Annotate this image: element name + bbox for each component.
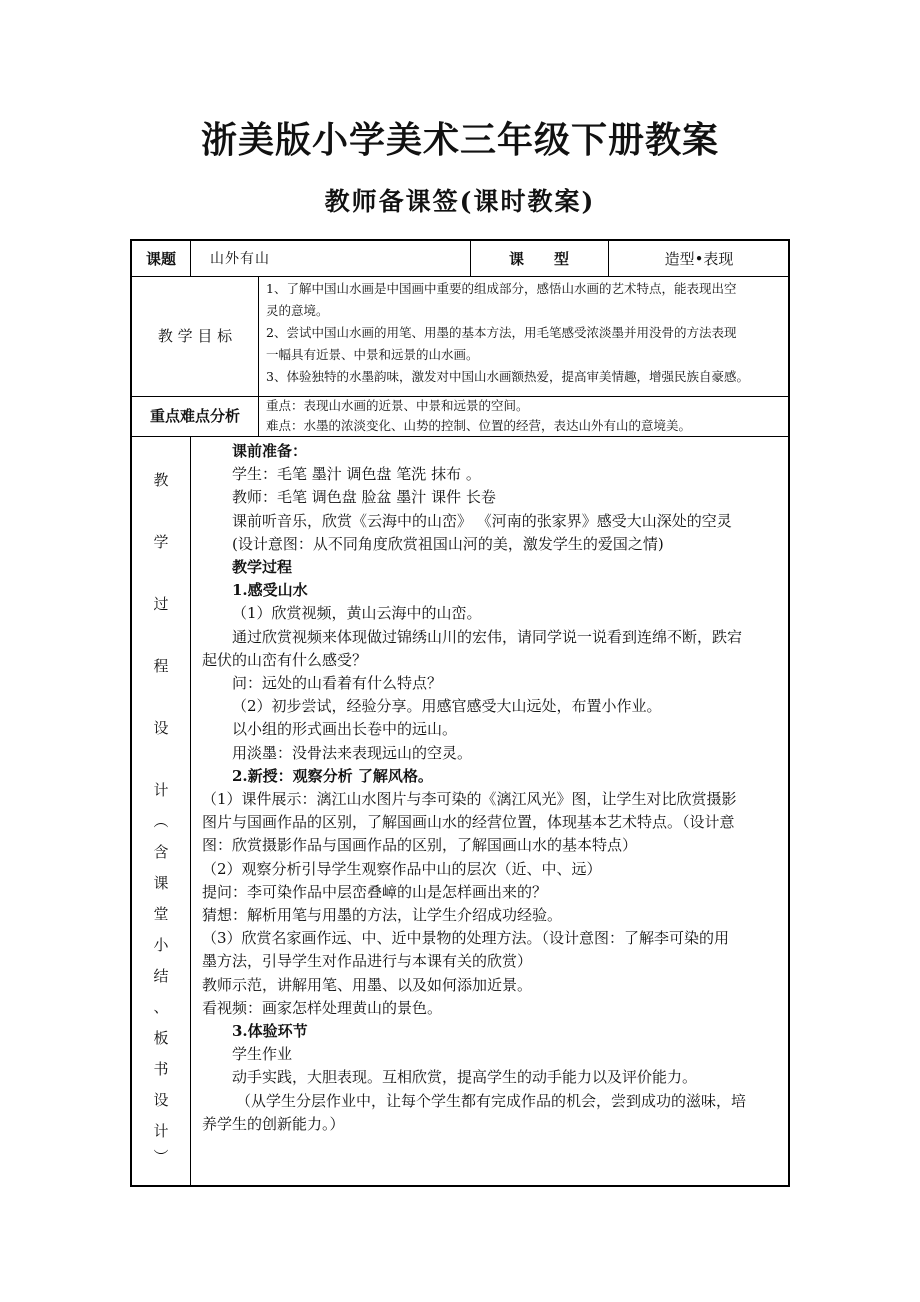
objective-line: 2、尝试中国山水画的用笔、用墨的基本方法，用毛笔感受浓淡墨并用没骨的方法表现 bbox=[266, 325, 737, 340]
key-point-line: 重点：表现山水画的近景、中景和远景的空间。 bbox=[266, 398, 529, 413]
process-line: 教师示范，讲解用笔、用墨、以及如何添加近景。 bbox=[202, 975, 533, 994]
process-label-char: 板 bbox=[153, 1029, 169, 1047]
process-content bbox=[202, 440, 790, 1136]
process-line: 养学生的创新能力。） bbox=[202, 1114, 345, 1133]
process-label-char: 程 bbox=[153, 657, 169, 675]
col-divider bbox=[190, 241, 191, 276]
type-label: 课 型 bbox=[508, 250, 569, 268]
process-label-char: 含 bbox=[153, 843, 169, 861]
process-line: 起伏的山峦有什么感受？ bbox=[202, 650, 368, 669]
process-label-char: 、 bbox=[153, 998, 169, 1016]
process-line: (设计意图：从不同角度欣赏祖国山河的美，激发学生的爱国之情) bbox=[232, 534, 664, 553]
key-point-line: 难点：水墨的浓淡变化、山势的控制、位置的经营，表达山外有山的意境美。 bbox=[266, 418, 692, 433]
process-line: 课前准备： bbox=[232, 442, 308, 460]
process-label-char: 学 bbox=[153, 533, 169, 551]
objectives-content bbox=[266, 278, 788, 388]
col-divider bbox=[258, 276, 259, 436]
topic-value: 山外有山 bbox=[210, 251, 270, 267]
process-line: 提问：李可染作品中层峦叠嶂的山是怎样画出来的？ bbox=[202, 882, 548, 901]
process-line: 看视频：画家怎样处理黄山的景色。 bbox=[202, 998, 443, 1017]
process-label-char: 设 bbox=[153, 719, 169, 737]
process-line: 1.感受山水 bbox=[232, 581, 308, 600]
process-line: 图片与国画作品的区别，了解国画山水的经营位置，体现基本艺术特点。（设计意 bbox=[202, 813, 735, 832]
process-label-char: 过 bbox=[153, 595, 169, 613]
type-value: 造型•表现 bbox=[664, 250, 734, 268]
process-line: （从学生分层作业中，让每个学生都有完成作品的机会，尝到成功的滋味，培 bbox=[236, 1091, 747, 1110]
col-divider bbox=[190, 436, 191, 1187]
process-label-char: 设 bbox=[153, 1091, 169, 1109]
process-line: （2）观察分析引导学生观察作品中山的层次（近、中、远） bbox=[202, 859, 602, 878]
process-label-char: 计 bbox=[153, 781, 169, 799]
process-line: 教学过程 bbox=[232, 558, 293, 577]
process-line: 课前听音乐，欣赏《云海中的山峦》 《河南的张家界》感受大山深处的空灵 bbox=[232, 511, 732, 530]
objective-line: 1、了解中国山水画是中国画中重要的组成部分，感悟山水画的艺术特点，能表现出空 bbox=[266, 281, 737, 296]
process-line: 2.新授：观察分析 了解风格。 bbox=[232, 766, 433, 785]
process-line: 以小组的形式画出长卷中的远山。 bbox=[232, 720, 458, 739]
process-line: 学生：毛笔 墨汁 调色盘 笔洗 抹布 。 bbox=[232, 465, 481, 484]
key-points-content bbox=[266, 396, 788, 436]
process-line: 教师：毛笔 调色盘 脸盆 墨汁 课件 长卷 bbox=[232, 488, 496, 507]
process-label-char: 课 bbox=[153, 874, 169, 892]
process-label-char: 书 bbox=[153, 1060, 169, 1078]
process-label-char: 小 bbox=[153, 936, 169, 954]
document-title: 浙美版小学美术三年级下册教案 bbox=[200, 119, 719, 161]
process-line: 用淡墨：没骨法来表现远山的空灵。 bbox=[232, 743, 473, 762]
process-line: 3.体验环节 bbox=[232, 1022, 308, 1041]
objective-line: 一幅具有近景、中景和远景的山水画。 bbox=[266, 347, 479, 362]
objectives-label: 教 学 目 标 bbox=[157, 327, 233, 345]
process-label-char: 结 bbox=[153, 967, 169, 985]
objective-line: 3、体验独特的水墨韵味，激发对中国山水画额热爱，提高审美情趣，增强民族自豪感。 bbox=[266, 369, 749, 384]
process-line: （3）欣赏名家画作远、中、近中景物的处理方法。（设计意图：了解李可染的用 bbox=[202, 929, 730, 948]
process-label-char: 计 bbox=[153, 1122, 169, 1140]
process-line: （2）初步尝试，经验分享。用感官感受大山远处，布置小作业。 bbox=[232, 697, 662, 716]
process-line: （1）课件展示：漓江山水图片与李可染的《漓江风光》图，让学生对比欣赏摄影 bbox=[202, 790, 737, 809]
process-line: 动手实践，大胆表现。互相欣赏，提高学生的动手能力以及评价能力。 bbox=[232, 1068, 698, 1087]
row-divider bbox=[132, 436, 788, 437]
process-line: 猜想：解析用笔与用墨的方法，让学生介绍成功经验。 bbox=[202, 906, 563, 925]
document-subtitle: 教师备课签(课时教案) bbox=[324, 187, 596, 216]
lesson-plan-table bbox=[130, 239, 790, 1187]
process-label-char: 教 bbox=[153, 471, 169, 489]
process-line: 墨方法，引导学生对作品进行与本课有关的欣赏） bbox=[202, 952, 533, 971]
process-line: 通过欣赏视频来体现做过锦绣山川的宏伟，请同学说一说看到连绵不断，跌宕 bbox=[232, 627, 743, 646]
objective-line: 灵的意境。 bbox=[266, 303, 329, 318]
process-line: 学生作业 bbox=[232, 1045, 293, 1064]
key-points-label: 重点难点分析 bbox=[149, 407, 240, 425]
process-label-char: ︵ bbox=[153, 812, 169, 830]
process-line: 问：远处的山看着有什么特点？ bbox=[232, 674, 443, 693]
process-label-char: 堂 bbox=[153, 905, 169, 923]
process-line: （1）欣赏视频，黄山云海中的山峦。 bbox=[232, 604, 482, 623]
process-label-char: ︶ bbox=[153, 1148, 169, 1166]
process-line: 图：欣赏摄影作品与国画作品的区别，了解国画山水的基本特点） bbox=[202, 836, 638, 855]
topic-label: 课题 bbox=[145, 250, 176, 268]
